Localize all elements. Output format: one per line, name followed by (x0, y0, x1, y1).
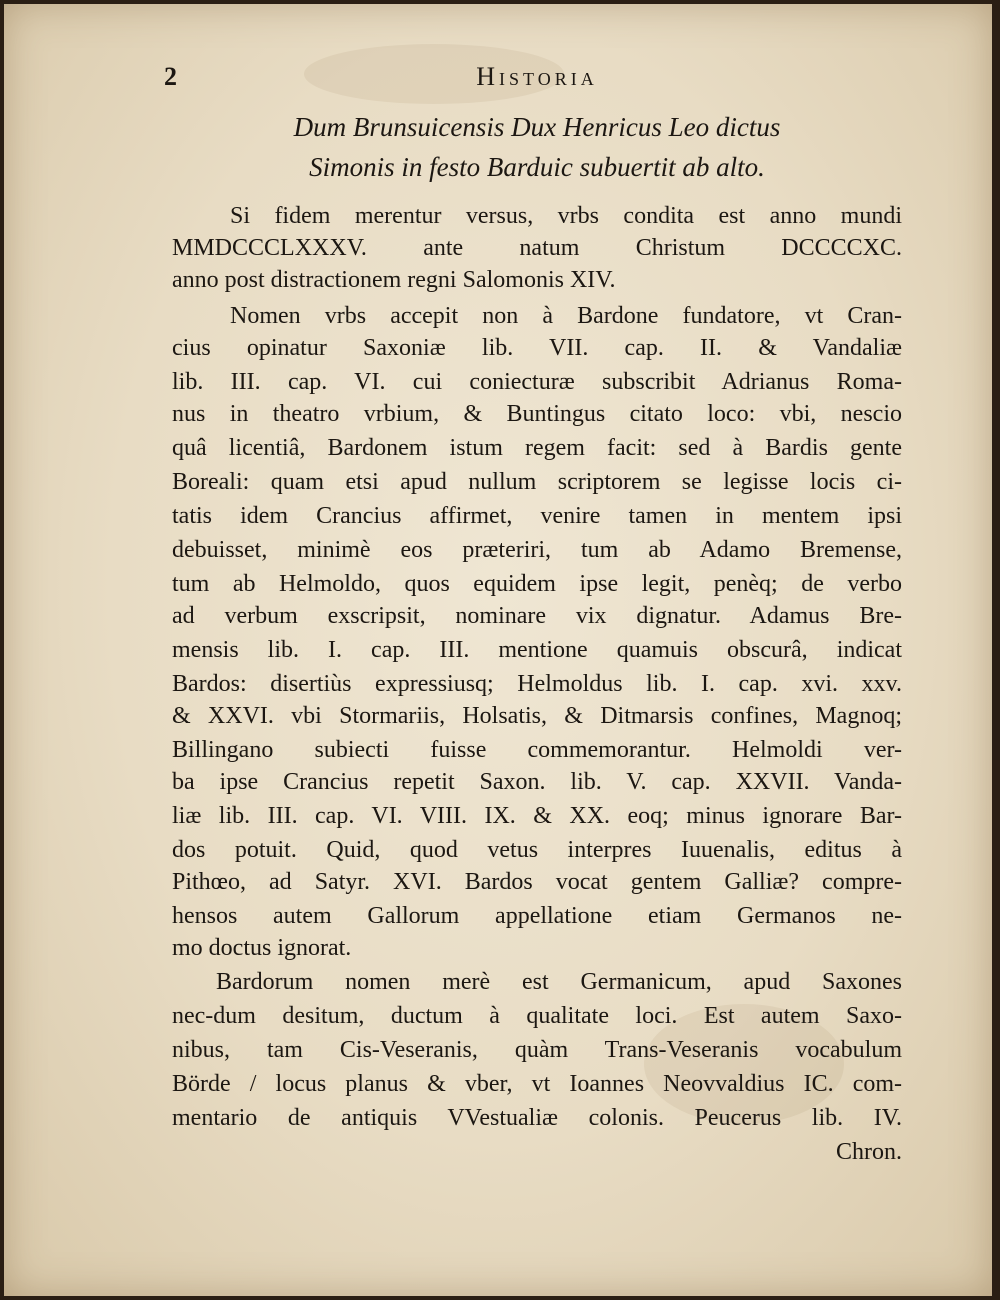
text-line: & XXVI. vbi Stormariis, Holsatis, & Ditmarsis confines, Magnoq; (172, 703, 902, 729)
text-line: mensis lib. I. cap. III. mentione quamuis obscurâ, indicat (172, 637, 902, 663)
verse-line: Simonis in festo Barduic subuertit ab alto. (309, 152, 765, 182)
text-line: mo doctus ignorat. (172, 935, 352, 961)
page-number: 2 (164, 62, 177, 91)
catchword: Chron. (836, 1139, 902, 1165)
text-line: nec-dum desitum, ductum à qualitate loci. Est autem Saxo- (172, 1003, 902, 1029)
text-line: debuisset, minimè eos præteriri, tum ab Adamo Bremense, (172, 537, 902, 563)
text-line: MMDCCCLXXXV. ante natum Christum DCCCCXC. (172, 235, 902, 261)
text-line: mentario de antiquis VVestualiæ colonis. Peucerus lib. IV. (172, 1105, 902, 1131)
text-line: Nomen vrbs accepit non à Bardone fundatore, vt Cran- (230, 303, 902, 329)
running-title: Historia (476, 62, 598, 91)
text-line: Bardos: disertiùs expressiusq; Helmoldus lib. I. cap. xvi. xxv. (172, 671, 902, 697)
text-line: Si fidem merentur versus, vrbs condita est anno mundi (230, 203, 902, 229)
text-line: quâ licentiâ, Bardonem istum regem facit: sed à Bardis gente (172, 435, 902, 461)
text-line: Billingano subiecti fuisse commemorantur. Helmoldi ver- (172, 737, 902, 763)
text-line: Bardorum nomen merè est Germanicum, apud Saxones (216, 969, 902, 995)
text-line: Pithœo, ad Satyr. XVI. Bardos vocat gentem Galliæ? compre- (172, 869, 902, 895)
text-line: lib. III. cap. VI. cui coniecturæ subscribit Adrianus Roma- (172, 369, 902, 395)
book-page (4, 4, 992, 1296)
text-line: tatis idem Crancius affirmet, venire tamen in mentem ipsi (172, 503, 902, 529)
text-line: Boreali: quam etsi apud nullum scriptorem se legisse locis ci- (172, 469, 902, 495)
verse-line: Dum Brunsuicensis Dux Henricus Leo dictus (293, 112, 781, 142)
text-line: tum ab Helmoldo, quos equidem ipse legit, penèq; de verbo (172, 571, 902, 597)
text-line: hensos autem Gallorum appellatione etiam Germanos ne- (172, 903, 902, 929)
text-line: nibus, tam Cis-Veseranis, quàm Trans-Veseranis vocabulum (172, 1037, 902, 1063)
text-line: cius opinatur Saxoniæ lib. VII. cap. II. & Vandaliæ (172, 335, 902, 361)
text-line: liæ lib. III. cap. VI. VIII. IX. & XX. eoq; minus ignorare Bar- (172, 803, 902, 829)
text-line: ad verbum exscripsit, nominare vix dignatur. Adamus Bre- (172, 603, 902, 629)
text-line: nus in theatro vrbium, & Buntingus citato loco: vbi, nescio (172, 401, 902, 427)
text-line: Börde / locus planus & vber, vt Ioannes Neovvaldius IC. com- (172, 1071, 902, 1097)
text-line: dos potuit. Quid, quod vetus interpres Iuuenalis, editus à (172, 837, 902, 863)
text-line: ba ipse Crancius repetit Saxon. lib. V. cap. XXVII. Vanda- (172, 769, 902, 795)
text-line: anno post distractionem regni Salomonis XIV. (172, 267, 616, 293)
